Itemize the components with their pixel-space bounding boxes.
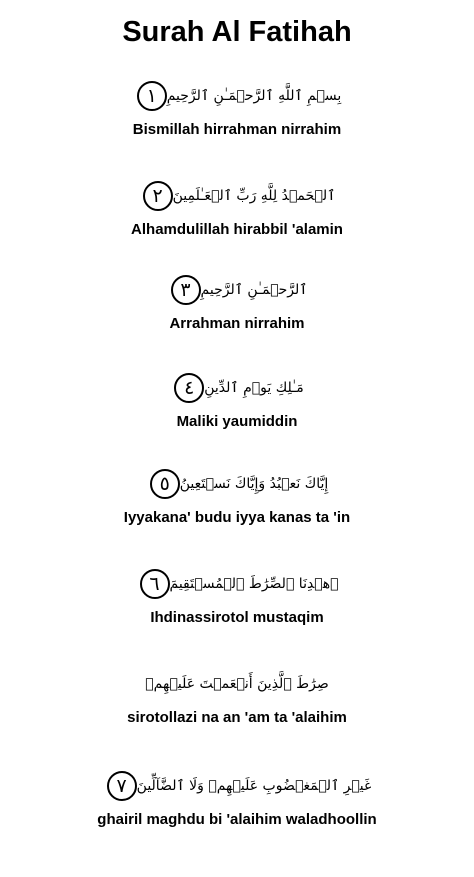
verse-transliteration: Ihdinassirotol mustaqim	[150, 609, 324, 626]
verse-transliteration: Arrahman nirrahim	[169, 315, 305, 332]
verse-arabic: ٱلۡحَمۡدُ لِلَّهِ رَبِّ ٱلۡعَـٰلَمِينَ	[172, 188, 336, 204]
verse-7a	[0, 660, 474, 728]
verse-number-badge: ١	[137, 81, 167, 111]
verse-number-badge: ٥	[150, 469, 180, 499]
verse-7b	[0, 762, 474, 830]
verse-5	[0, 460, 474, 528]
verse-2	[0, 172, 474, 240]
verse-arabic-line	[0, 560, 474, 608]
verse-6	[0, 560, 474, 628]
verse-arabic: إِيَّاكَ نَعۡبُدُ وَإِيَّاكَ نَسۡتَعِينُ	[179, 476, 329, 492]
verse-transliteration: Alhamdulillah hirabbil 'alamin	[131, 221, 343, 238]
verse-number-badge: ٧	[107, 771, 137, 801]
page-title: Surah Al Fatihah	[122, 16, 352, 48]
verse-arabic-line	[0, 364, 474, 412]
verse-arabic-line	[0, 762, 474, 810]
verse-arabic: ٱلرَّحۡمَـٰنِ ٱلرَّحِيمِ	[200, 282, 308, 298]
verse-arabic: غَيۡرِ ٱلۡمَغۡضُوبِ عَلَيۡهِمۡ وَلَا ٱلضَّآلِّينَ	[136, 778, 372, 794]
verse-transliteration: ghairil maghdu bi 'alaihim waladhoollin	[97, 811, 377, 828]
verse-transliteration: Bismillah hirrahman nirrahim	[132, 121, 342, 138]
verse-arabic-line	[0, 172, 474, 220]
verse-number-badge: ٢	[143, 181, 173, 211]
verse-number-badge: ٦	[140, 569, 170, 599]
verse-transliteration: sirotollazi na an 'am ta 'alaihim	[127, 709, 347, 726]
verse-1	[0, 72, 474, 140]
verse-arabic-line	[0, 266, 474, 314]
verse-arabic-line	[0, 72, 474, 120]
verse-4	[0, 364, 474, 432]
verse-arabic: بِسۡمِ ٱللَّهِ ٱلرَّحۡمَـٰنِ ٱلرَّحِيمِ	[166, 88, 342, 104]
verse-arabic: ٱهۡدِنَا ٱلصِّرَٰطَ ٱلۡمُسۡتَقِيمَ	[169, 576, 339, 592]
verse-transliteration: Iyyakana' budu iyya kanas ta 'in	[123, 509, 351, 526]
verse-arabic-line	[0, 460, 474, 508]
verse-transliteration: Maliki yaumiddin	[176, 413, 298, 430]
verse-number-badge: ٣	[171, 275, 201, 305]
verse-3	[0, 266, 474, 334]
verse-number-badge: ٤	[174, 373, 204, 403]
verse-arabic: صِرَٰطَ ٱلَّذِينَ أَنۡعَمۡتَ عَلَيۡهِمۡ	[145, 676, 329, 692]
verse-arabic: مَـٰلِكِ يَوۡمِ ٱلدِّينِ	[204, 380, 304, 396]
verse-arabic-line	[0, 660, 474, 708]
